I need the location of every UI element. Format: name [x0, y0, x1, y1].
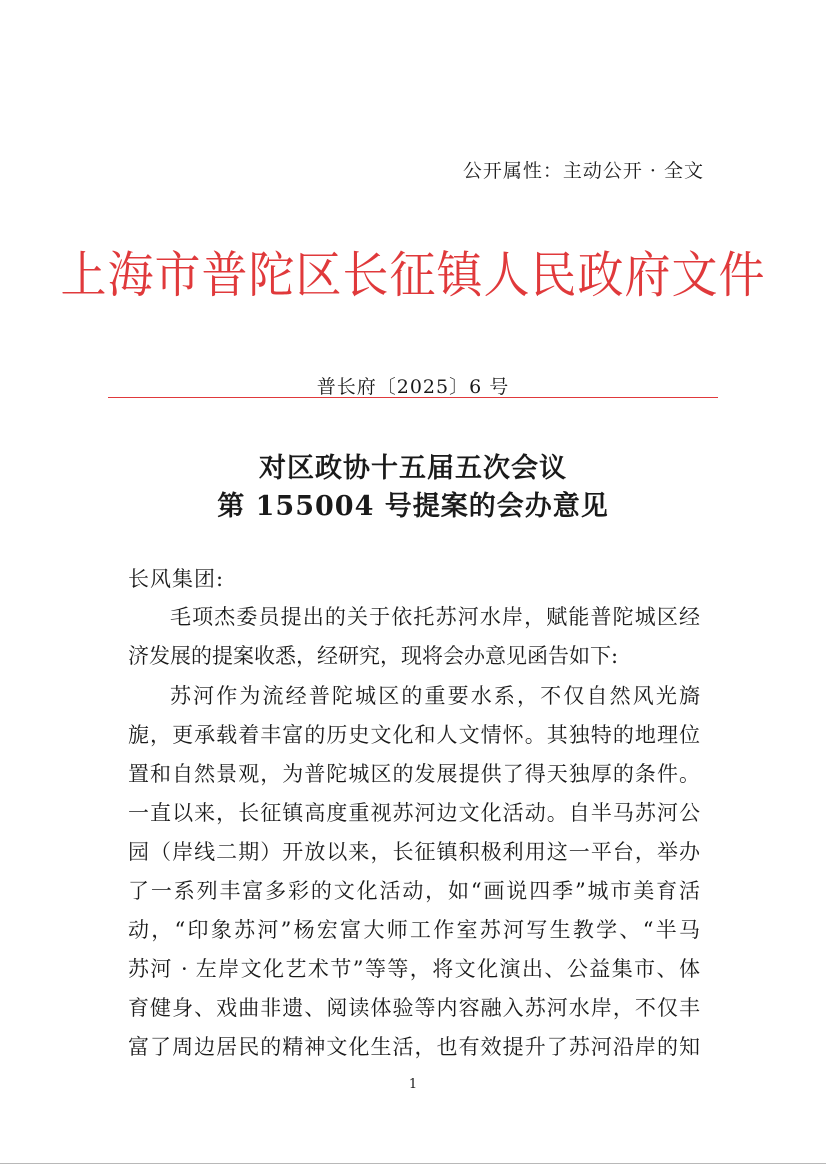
body-line: 了一系列丰富多彩的文化活动，如“画说四季”城市美育活 — [128, 879, 700, 903]
issuing-authority-title: 上海市普陀区长征镇人民政府文件 — [60, 245, 766, 305]
document-title-line-2: 第 155004 号提案的会办意见 — [217, 491, 609, 522]
body-line: 富了周边居民的精神文化生活，也有效提升了苏河沿岸的知 — [128, 1035, 700, 1059]
body-line: 园（岸线二期）开放以来，长征镇积极利用这一平台，举办 — [128, 840, 700, 864]
recipient: 长风集团: — [128, 567, 225, 591]
disclosure-attribute: 公开属性：主动公开 · 全文 — [462, 160, 704, 182]
scan-edge-line — [0, 1163, 826, 1164]
body-line: 旎，更承载着丰富的历史文化和人文情怀。其独特的地理位 — [128, 723, 700, 747]
body-line: 一直以来，长征镇高度重视苏河边文化活动。自半马苏河公 — [128, 801, 700, 825]
body-line: 济发展的提案收悉，经研究，现将会办意见函告如下: — [128, 644, 619, 668]
body-line: 置和自然景观，为普陀城区的发展提供了得天独厚的条件。 — [128, 762, 700, 786]
body-line: 动，“印象苏河”杨宏富大师工作室苏河写生教学、“半马 — [128, 918, 700, 942]
body-line: 毛项杰委员提出的关于依托苏河水岸，赋能普陀城区经 — [170, 605, 700, 629]
red-separator-line — [108, 397, 718, 398]
document-title-line-1: 对区政协十五届五次会议 — [259, 453, 567, 484]
body-line: 苏河作为流经普陀城区的重要水系，不仅自然风光旖 — [170, 684, 700, 708]
document-number: 普长府〔2025〕6 号 — [316, 376, 510, 398]
body-line: 育健身、戏曲非遗、阅读体验等内容融入苏河水岸，不仅丰 — [128, 996, 700, 1020]
page-number: 1 — [408, 1077, 418, 1092]
body-line: 苏河 · 左岸文化艺术节”等等，将文化演出、公益集市、体 — [128, 957, 700, 981]
